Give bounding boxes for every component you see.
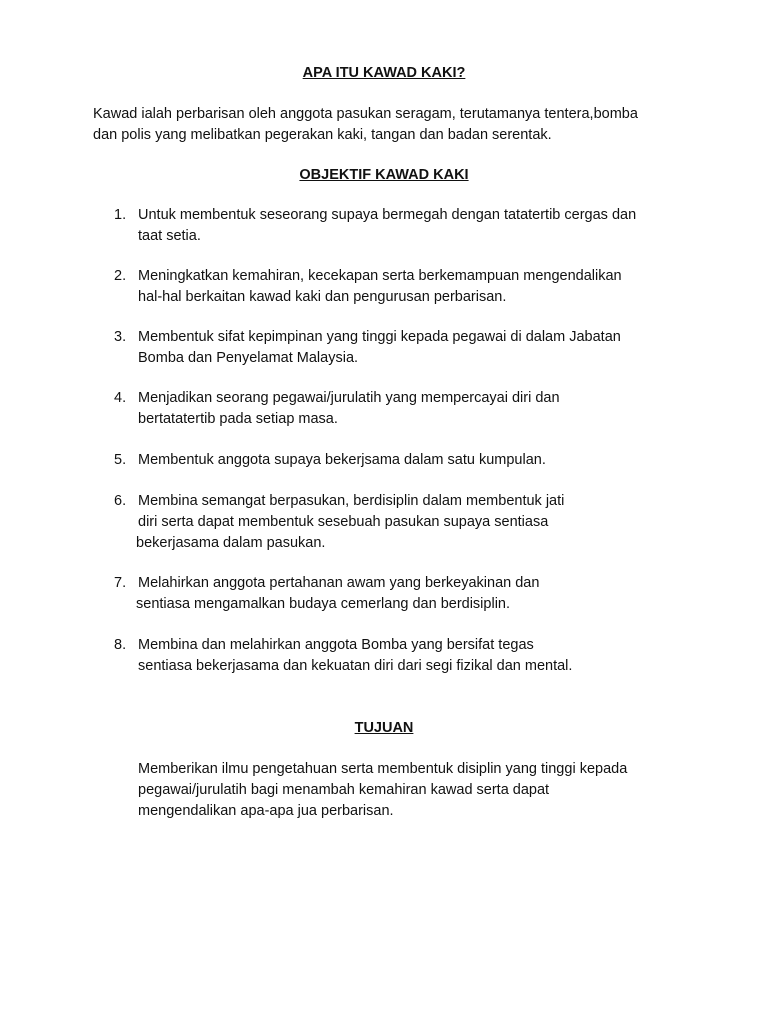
- item-number: 3.: [114, 329, 127, 345]
- item-line: hal-hal berkaitan kawad kaki dan pengurusan perbarisan.: [138, 289, 507, 305]
- intro-line-2: dan polis yang melibatkan pegerakan kaki, tangan dan badan serentak.: [93, 127, 552, 143]
- item-number: 7.: [114, 575, 127, 591]
- item-number: 6.: [114, 493, 127, 509]
- item-line: bertatatertib pada setiap masa.: [138, 411, 338, 427]
- item-text: [138, 450, 688, 471]
- item-text: [138, 573, 688, 615]
- item-line: taat setia.: [138, 228, 201, 244]
- item-text: [138, 388, 688, 430]
- item-line: Membina dan melahirkan anggota Bomba yang bersifat tegas: [138, 637, 534, 653]
- item-number: 4.: [114, 390, 127, 406]
- item-line: diri serta dapat membentuk sesebuah pasukan supaya sentiasa: [138, 514, 549, 530]
- item-line: bekerjasama dalam pasukan.: [136, 535, 326, 551]
- item-number: 1.: [114, 207, 127, 223]
- item-line: Untuk membentuk seseorang supaya bermegah dengan tatatertib cergas dan: [138, 207, 637, 223]
- item-line: Membina semangat berpasukan, berdisiplin dalam membentuk jati: [138, 493, 565, 509]
- intro-line-1: Kawad ialah perbarisan oleh anggota pasukan seragam, terutamanya tentera,bomba: [93, 106, 638, 122]
- item-text: [138, 266, 688, 308]
- heading-tujuan: TUJUAN: [354, 720, 414, 736]
- item-line: sentiasa bekerjasama dan kekuatan diri dari segi fizikal dan mental.: [138, 658, 573, 674]
- heading-objektif-kawad-kaki: OBJEKTIF KAWAD KAKI: [299, 167, 469, 183]
- item-line: Bomba dan Penyelamat Malaysia.: [138, 350, 359, 366]
- item-line: Membentuk sifat kepimpinan yang tinggi kepada pegawai di dalam Jabatan: [138, 329, 621, 345]
- item-text: [138, 635, 688, 677]
- purpose-line-3: mengendalikan apa-apa jua perbarisan.: [138, 803, 394, 819]
- item-number: 8.: [114, 637, 127, 653]
- item-text: [138, 205, 688, 247]
- purpose-paragraph: [138, 759, 698, 822]
- item-number: 5.: [114, 452, 127, 468]
- purpose-line-2: pegawai/jurulatih bagi menambah kemahiran kawad serta dapat: [138, 782, 550, 798]
- item-line: Melahirkan anggota pertahanan awam yang berkeyakinan dan: [138, 575, 540, 591]
- item-number: 2.: [114, 268, 127, 284]
- item-line: Membentuk anggota supaya bekerjsama dalam satu kumpulan.: [138, 452, 546, 468]
- intro-paragraph: [93, 104, 693, 146]
- item-line: Meningkatkan kemahiran, kecekapan serta berkemampuan mengendalikan: [138, 268, 622, 284]
- item-text: [138, 327, 688, 369]
- item-line: sentiasa mengamalkan budaya cemerlang dan berdisiplin.: [136, 596, 511, 612]
- item-line: Menjadikan seorang pegawai/jurulatih yang mempercayai diri dan: [138, 390, 560, 406]
- item-text: [138, 491, 688, 554]
- purpose-line-1: Memberikan ilmu pengetahuan serta membentuk disiplin yang tinggi kepada: [138, 761, 628, 777]
- heading-apa-itu-kawad-kaki: APA ITU KAWAD KAKI?: [302, 65, 466, 81]
